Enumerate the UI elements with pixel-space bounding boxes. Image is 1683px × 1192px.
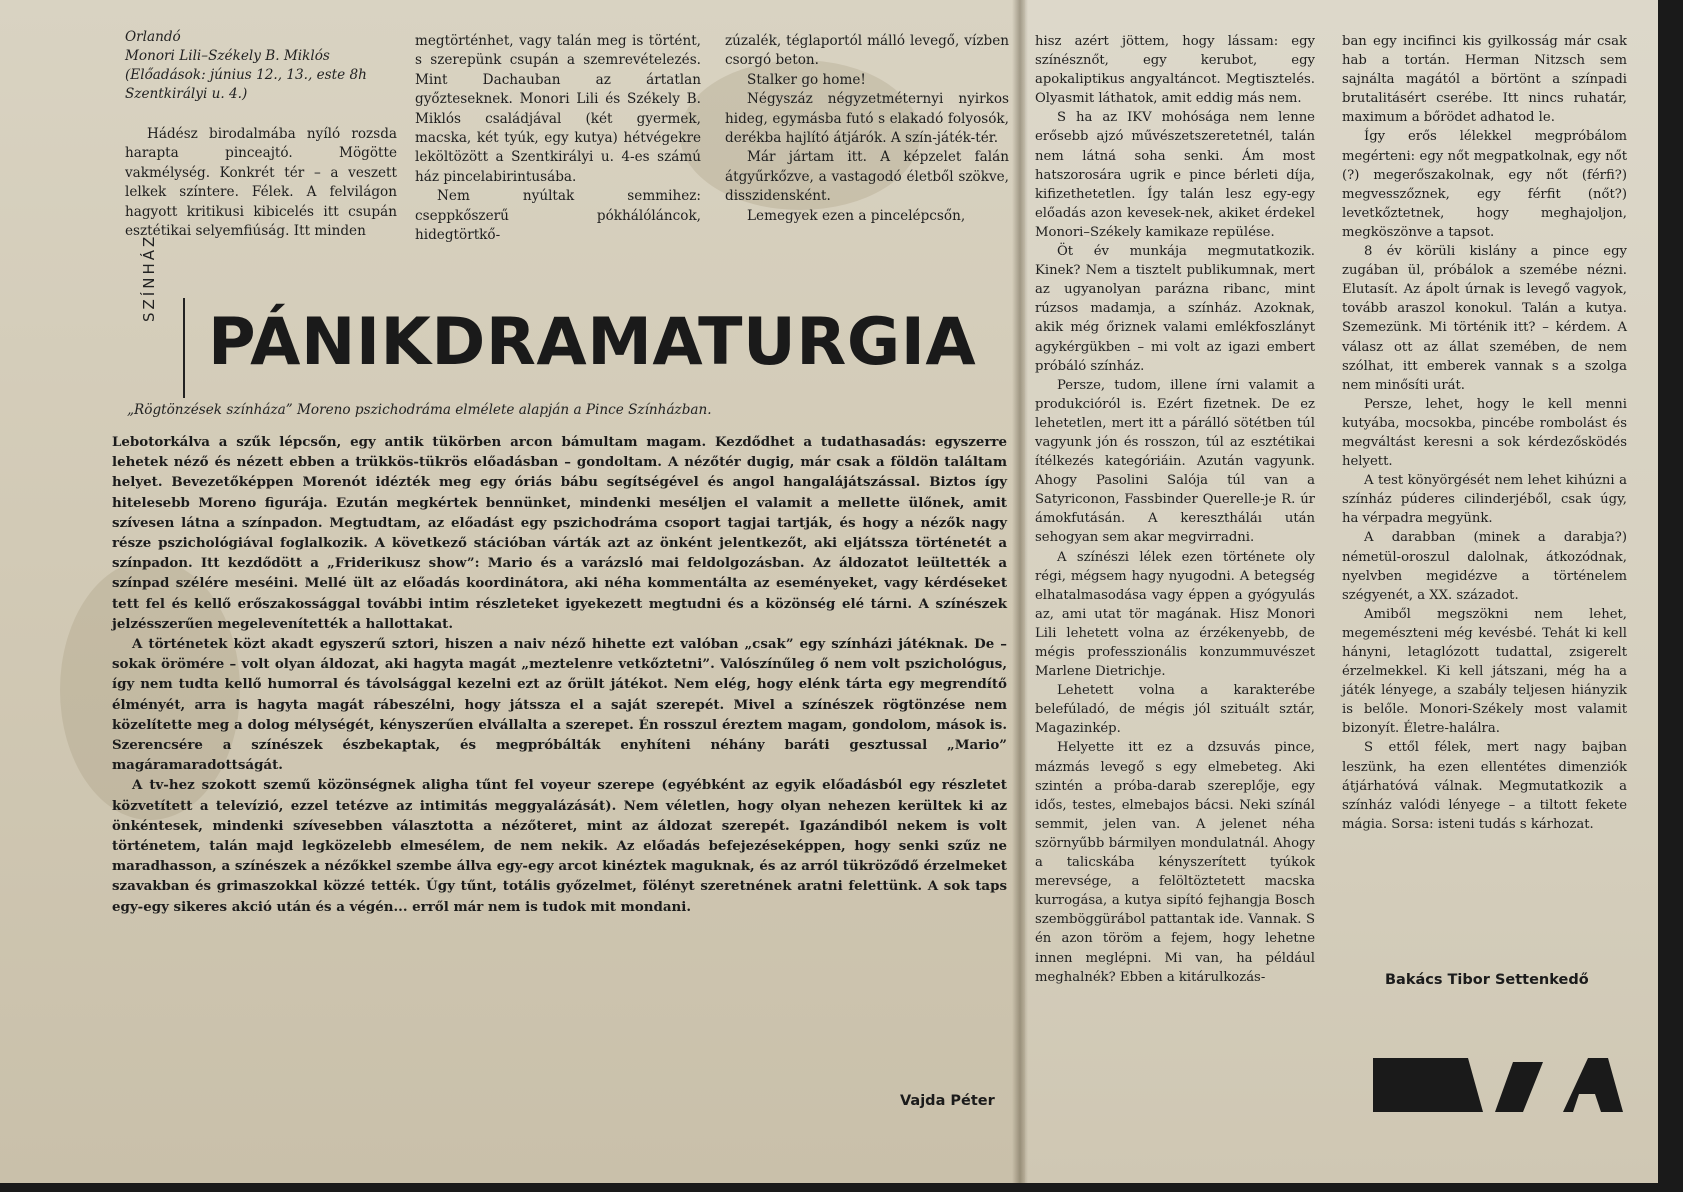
paragraph: zúzalék, téglaportól málló levegő, vízben csorgó beton. [725,33,1009,69]
paragraph: ban egy incifinci kis gyilkosság már csak hab a tortán. Herman Nitzsch sem sajnálta magától a börtönt a színpadi brutalitásért cserébe. Itt nincs ruhatár, maximum a bőrödet adhatod le. [1342,34,1627,126]
paragraph: megtörténhet, vagy talán meg is történt, s szerepünk csupán a szemrevételezés. Mint Dachauban az ártatlan győzteseknek. Monori Lili és Székely B. Miklós családjával (két gyermek, macska, két tyúk, egy kutya) hétvégekre leköltözött a Szentkirályi u. 4-es számú ház pincelabirintusába. [415,33,701,185]
paragraph: S ettől félek, mert nagy bajban leszünk, ha ezen ellentétes dimenziók átjárhatóvá válnak. Megmutatkozik a színház valódi lényege – a tiltott fekete mágia. Sorsa: isteni tudás s kárhozat. [1342,740,1627,832]
paragraph: Lebotorkálva a szűk lépcsőn, egy antik tükörben arcon bámultam magam. Kezdődhet a tudathasadás: egyszerre lehetek néző és nézett ebben a trükkös-tükrös előadásban – gondoltam. A nézőtér dugig, már csak a földön találtam helyet. Bevezetőképpen Morenót idézték meg egy óriás bábu segítségével és angol hangalájátszással. Biztos így hitelesebb Moreno figurája. Ezután megkértek bennünket, mindenki meséljen el valamit a mellette ülőnek, amit szívesen látna a színpadon. Megtudtam, az előadást egy pszichodráma csoport tagjai tartják, és hogy a nézők nagy része pszichológiával foglalkozik. A következő stációban várták azt az önként jelentkezőt, aki eljátssza történetét a színpadon. Itt kezdődött a „Friderikusz show”: Mario és a varázsló mai feldolgozásban. Az áldozatot leültették a színpad szélére meséini. Mellé ült az előadás koordinátora, aki néha kommentálta az eseményeket, vagy kérdéseket tett fel és kellő erőszakossággal további intim részleteket igyekezett megtudni és a közönség elé tárni. A színészek jelzésszerűen megelevenítették a hallottakat. [112,434,1007,632]
paragraph: A test könyörgését nem lehet kihúzni a színház púderes cilinderjéből, csak úgy, ha vérpadra megyünk. [1342,473,1627,527]
paragraph: A tv-hez szokott szemű közönségnek aligha tűnt fel voyeur szerepe (egyébként az egyik előadásból egy részletet közvetített a televízió, ezzel tetézve az intimitás meggyalázását). Nem véletlen, hogy olyan nehezen kerültek ki az önkéntesek, mindenki szívesebben választotta a nézőteret, mint az áldozat szerepét. Igazándiból nekem is volt történetem, talán majd legközelebb elmesélem, de nem nekik. Az előadás befejezéseképpen, hogy senki szűz ne maradhasson, a színészek a nézőkkel szembe állva egy-egy arcot kinéztek maguknak, és az arról tükröződő érzelmeket szavakban és grimaszokkal közzé tették. Úgy tűnt, totális győzelmet, fölényt szeretnének aratni felettünk. A sok taps egy-egy sikeres akció után és a végén... erről már nem is tudok mit mondani. [112,777,1007,915]
article-column-5 [1342,32,1627,834]
paragraph: Lemegyek ezen a pincelépcsőn, [747,207,966,224]
lead-article [112,432,1007,917]
section-label: SZÍNHÁZ [140,233,158,322]
article-column-3 [725,32,1009,226]
paragraph: hisz azért jöttem, hogy lássam: egy színésznőt, egy kerubot, egy apokaliptikus angyaltáncot. Megtisztelés. Olyasmit láthatok, amit eddig más nem. [1035,34,1315,107]
credits-line: (Előadások: június 12., 13., este 8h [125,67,367,83]
paragraph: Persze, tudom, illene írni valamit a produkcióról is. Ezért fizetnek. De ez lehetetlen, mert itt a párálló sötétben túl vagyunk jón és rosszon, túl az esztétikai ítélkezés kategóriáin. Azután vagyunk. Ahogy Pasolini Salója túl van a Satyriconon, Fassbinder Querelle-je R. úr ámokfutásán. A keresztháláı után sehogyan sem akar megvirradni. [1035,377,1315,546]
paragraph: Persze, lehet, hogy le kell menni kutyába, mocsokba, pincébe rombolást és megváltást keresni a sok kérdezősködés helyett. [1342,396,1627,470]
paragraph: S ha az IKV mohósága nem lenne erősebb ajzó művészetszeretetnél, talán nem látná soha senki. Ám most hatszorosára ugrik e pince bérleti díja, kifizethetetlen. Így talán lesz egy-egy előadás azon kevesek-nek, akiket érdekel Monori–Székely kamikaze repülése. [1035,110,1315,240]
credits-line: Orlandó [125,29,181,45]
paragraph: Öt év munkája megmutatkozik. Kinek? Nem a tisztelt publikumnak, mert az ugyanolyan parázna ribanc, mint rúzsos madamja, a színház. Azoknak, akik még őriznek valami emlékfoszlányt agykérgükben – mi volt az igazi embert próbáló színház. [1035,244,1315,374]
page-fold [1012,0,1028,1183]
paragraph: Nem nyúltak semmihez: cseppkőszerű pókhálóláncok, hidegtörtkő- [415,188,701,244]
article-column-2 [415,32,701,245]
paragraph: 8 év körüli kislány a pince egy zugában ül, próbálok a szemébe nézni. Elutasít. Az ápolt úrnak is levegő vagyok, tovább araszol konokul. Talán a kutya. Szemezünk. Mi történik itt? – kérdem. A válasz ott az állat szemében, de nem szólhat, itt emberek vannak s a szolga nem minősíti urát. [1342,244,1627,393]
paragraph: A darabban (minek a darabja?) németül-oroszul dalolnak, átkozódnak, nyelvben megidézve a történelem szégyenét, a XX. századot. [1342,530,1627,603]
paragraph: Stalker go home! [747,71,866,88]
credits-line: Szentkirályi u. 4.) [125,86,248,102]
headline: PÁNIKDRAMATURGIA [208,305,977,380]
paragraph: Hádész birodalmába nyíló rozsda harapta pinceajtó. Mögötte vakmélység. Konkrét tér – a veszett lelkek színtere. Félek. A felvilágon hagyott kritikusi kibicelés itt csupán esztétikai selyemfiúság. Itt minden [125,126,397,240]
paragraph: A történetek közt akadt egyszerű sztori, hiszen a naiv néző hihette ezt valóban „csak” egy színházi játéknak. De – sokak örömére – volt olyan áldozat, aki hagyta magát „meztelenre vetkőztetni”. Valószínűleg ő nem volt pszichológus, így nem tudta kellő humorral és távolsággal kezelni ezt az őrült játékot. Nem elég, hogy elénk tárta egy megrendítő élményét, arra is hagyta magát rábeszélni, hogy játssza el a saját szerepét. Mivel a színészek rögtönzése nem közelítette meg a dolog mélységét, kényszerűen elvállalta a szerepet. Én rosszul éreztem magam, gondolom, mások is. Szerencsére a színészek észbekaptak, és megpróbálták enyhíteni néhány baráti gesztussal „Mario” magáramaradottságát. [112,636,1007,774]
article-column-1 [125,125,397,241]
credits-line: Monori Lili–Székely B. Miklós [125,48,330,64]
paragraph: A színészi lélek ezen története oly régi, mégsem hagy nyugodni. A betegség elhatalmasodása vagy éppen a gyógyulás az, ami utat tör magának. Hisz Monori Lili lehetett volna az érzékenyebb, de mégis professzionális konzummuvészet Marlene Dietrichje. [1035,549,1315,680]
paragraph: Így erős lélekkel megpróbálom megérteni: egy nőt megpatkolnak, egy nőt (?) megerőszakolnak, egy nőt (férfi?) megvesszőznek, egy férfit (nőt?) levetkőztetnek, hogy meghajoljon, megköszönve a tapsot. [1342,129,1627,240]
paragraph: Már jártam itt. A képzelet falán átgyűrkőzve, a vastagodó életből szökve, disszidensként. [725,149,1009,205]
page-number-logo [1373,1050,1633,1120]
subtitle: „Rögtönzések színháza” Moreno pszichodráma elmélete alapján a Pince Színházban. [127,402,712,418]
section-divider [183,298,185,398]
paragraph: Helyette itt ez a dzsuvás pince, mázmás levegő s egy elmebeteg. Aki szintén a próba-darab szereplője, egy idős, testes, elmebajos bácsi. Neki színál semmit, jelen van. A jelenet néha szörnyűbb bármilyen mondulatnál. Ahogy a talicskába kényszerített tyúkok merevsége, a felöltöztetett macska kurrogása, a kutya sipító fejhangja Bosch szemböggürábol pattantak ide. Vannak. S én azon töröm a fejem, hogy lehetne innen meglépni. Mi van, ha például meghalnék? Ebben a kitárulkozás- [1035,740,1315,985]
paragraph: Amiből megszökni nem lehet, megemészteni még kevésbé. Tehát ki kell hányni, letaglózott tudattal, zsigerelt érzelmekkel. Ki kell játszani, még ha a játék lényege, a szabály teljesen hiányzik is belőle. Monori-Székely most valamit bizonyít. Életre-halálra. [1342,606,1627,737]
paragraph: Lehetett volna a karakterébe belefúladó, de mégis jól szituált sztár, Magazinkép. [1035,683,1315,737]
performance-credits [125,28,395,104]
author-signature: Vajda Péter [900,1093,995,1109]
article-column-4 [1035,32,1315,987]
paragraph: Négyszáz négyzetméternyi nyirkos hideg, egymásba futó s elakadó folyosók, derékba hajlító átjárók. A szín-játék-tér. [725,91,1009,147]
author-signature: Bakács Tibor Settenkedő [1385,972,1589,988]
